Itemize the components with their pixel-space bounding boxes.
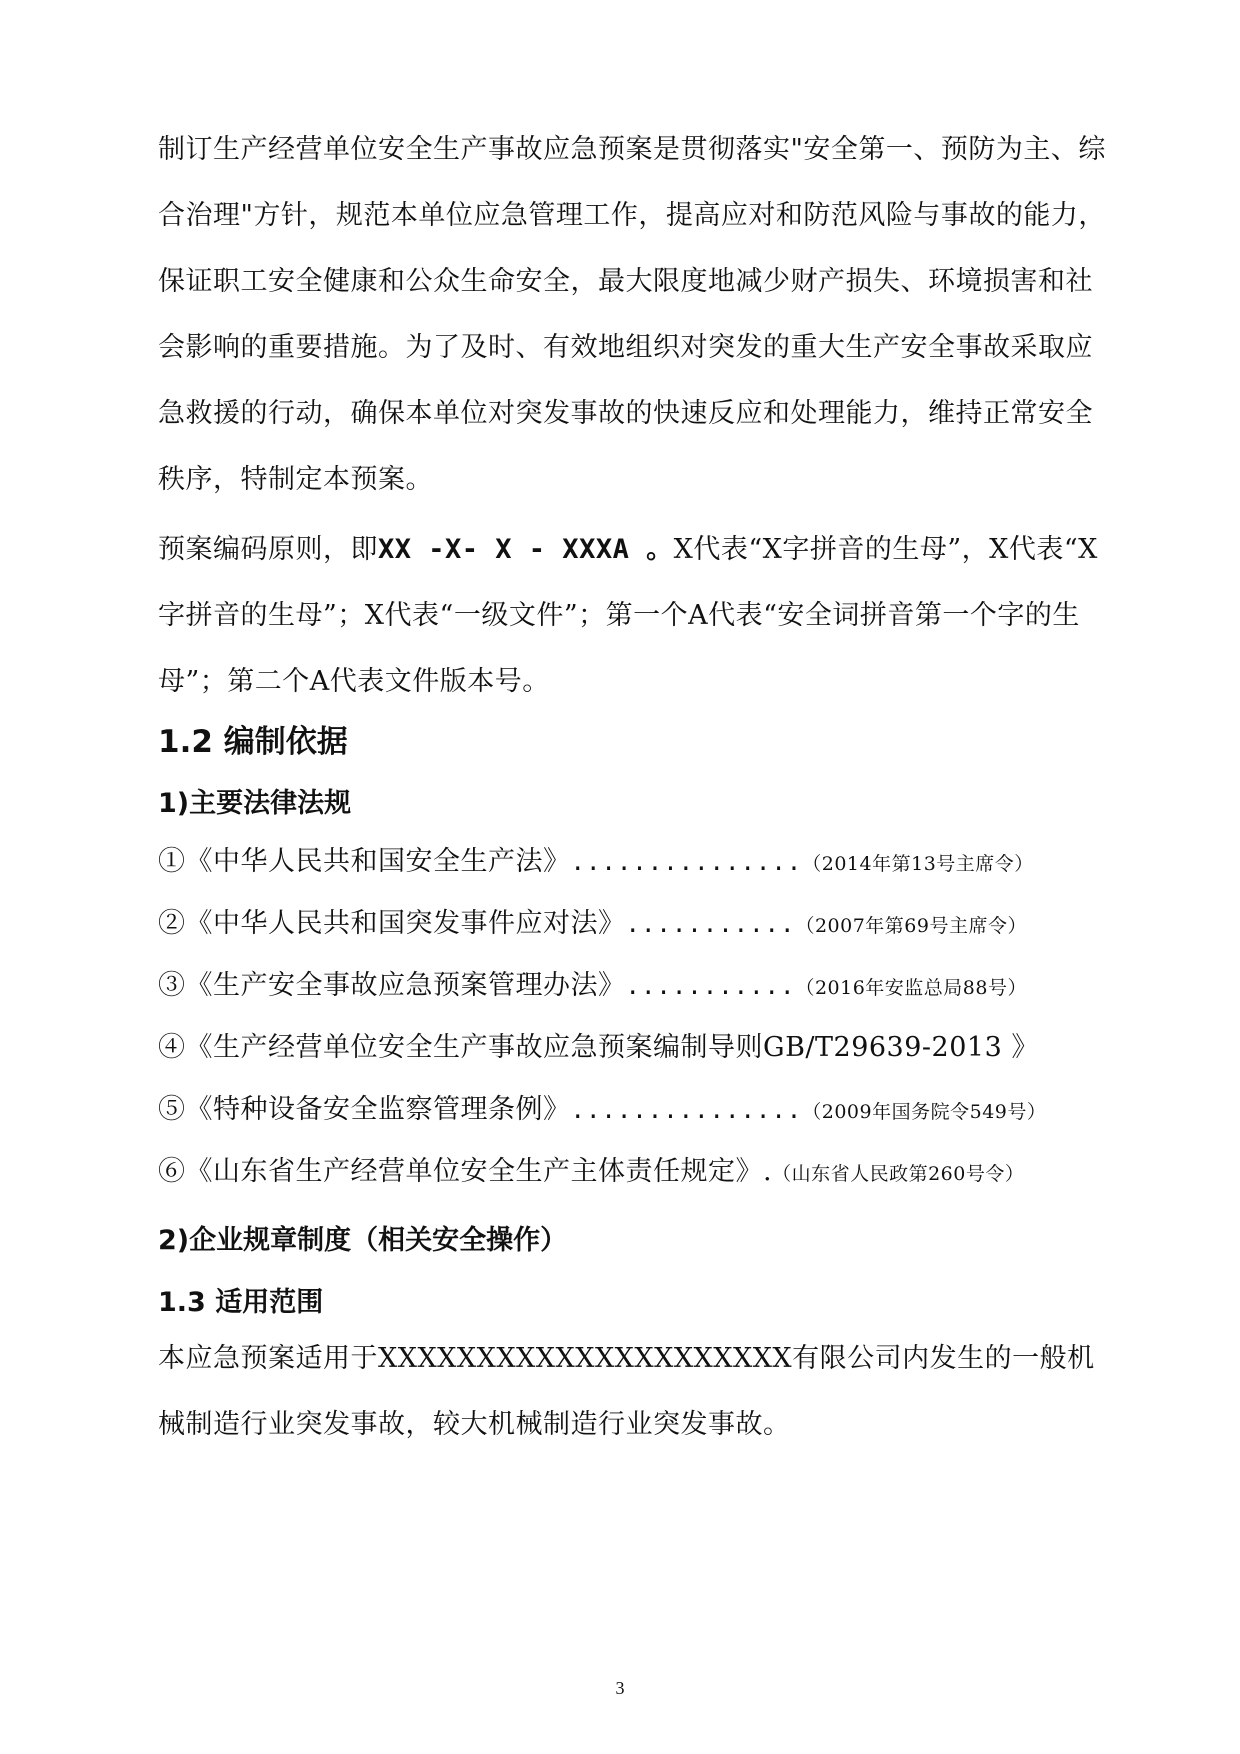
law-title: ③《生产安全事故应急预案管理办法》 — [158, 970, 626, 1001]
law-item-3 — [158, 966, 1118, 1006]
law-item-2 — [158, 904, 1118, 944]
law-note: （2009年国务院令549号） — [802, 1101, 1047, 1123]
law-item-4 — [158, 1028, 1118, 1068]
page-number: 3 — [615, 1678, 625, 1698]
coding-paragraph — [158, 517, 1118, 715]
law-item-6 — [158, 1152, 1118, 1192]
subheading-company-rules: 2)企业规章制度（相关安全操作） — [158, 1225, 568, 1256]
intro-paragraph: 制订生产经营单位安全生产事故应急预案是贯彻落实"安全第一、预防为主、综合治理"方针，规范本单位应急管理工作，提高应对和防范风险与事故的能力，保证职工安全健康和公众生命安全，最大限度地减少财产损失、环境损害和社会影响的重要措施。为了及时、有效地组织对突发的重大生产安全事故采取应急救援的行动，确保本单位对突发事故的快速反应和处理能力，维持正常安全秩序，特制定本预案。 — [158, 134, 1106, 495]
subheading-laws: 1)主要法律法规 — [158, 788, 352, 819]
section-heading-1-3: 1.3 适用范围 — [158, 1287, 324, 1318]
scope-paragraph: 本应急预案适用于XXXXXXXXXXXXXXXXXXXXX有限公司内发生的一般机械制造行业突发事故，较大机械制造行业突发事故。 — [158, 1343, 1095, 1440]
law-note: （2014年第13号主席令） — [802, 853, 1034, 875]
law-title: ⑤《特种设备安全监察管理条例》 — [158, 1094, 571, 1125]
law-note: （2007年第69号主席令） — [795, 915, 1027, 937]
coding-explanation: X代表“X字拼音的生母”，X代表“X字拼音的生母”；X代表“一级文件”；第一个A代表“安全词拼音第一个字的生母”；第二个A代表文件版本号。 — [158, 534, 1098, 697]
law-note: （山东省人民政第260号令） — [772, 1163, 1025, 1185]
coding-prefix: 预案编码原则，即 — [158, 534, 378, 565]
law-note: （2016年安监总局88号） — [795, 977, 1027, 999]
leader-dots: ............... — [570, 1096, 803, 1124]
leader-dots: ........... — [625, 972, 796, 1000]
law-title: ②《中华人民共和国突发事件应对法》 — [158, 908, 626, 939]
law-item-1 — [158, 842, 1118, 882]
section-heading-1-2: 1.2 编制依据 — [158, 724, 348, 760]
law-title: ①《中华人民共和国安全生产法》 — [158, 846, 571, 877]
leader-dots: ............... — [570, 848, 803, 876]
leader-dots: ........... — [625, 910, 796, 938]
law-item-5 — [158, 1090, 1118, 1130]
law-title: ④《生产经营单位安全生产事故应急预案编制导则GB/T29639-2013 》 — [158, 1032, 1039, 1063]
coding-format-code: XX -X- X - XXXA 。 — [378, 534, 674, 565]
law-title: ⑥《山东省生产经营单位安全生产主体责任规定》. — [158, 1156, 773, 1187]
